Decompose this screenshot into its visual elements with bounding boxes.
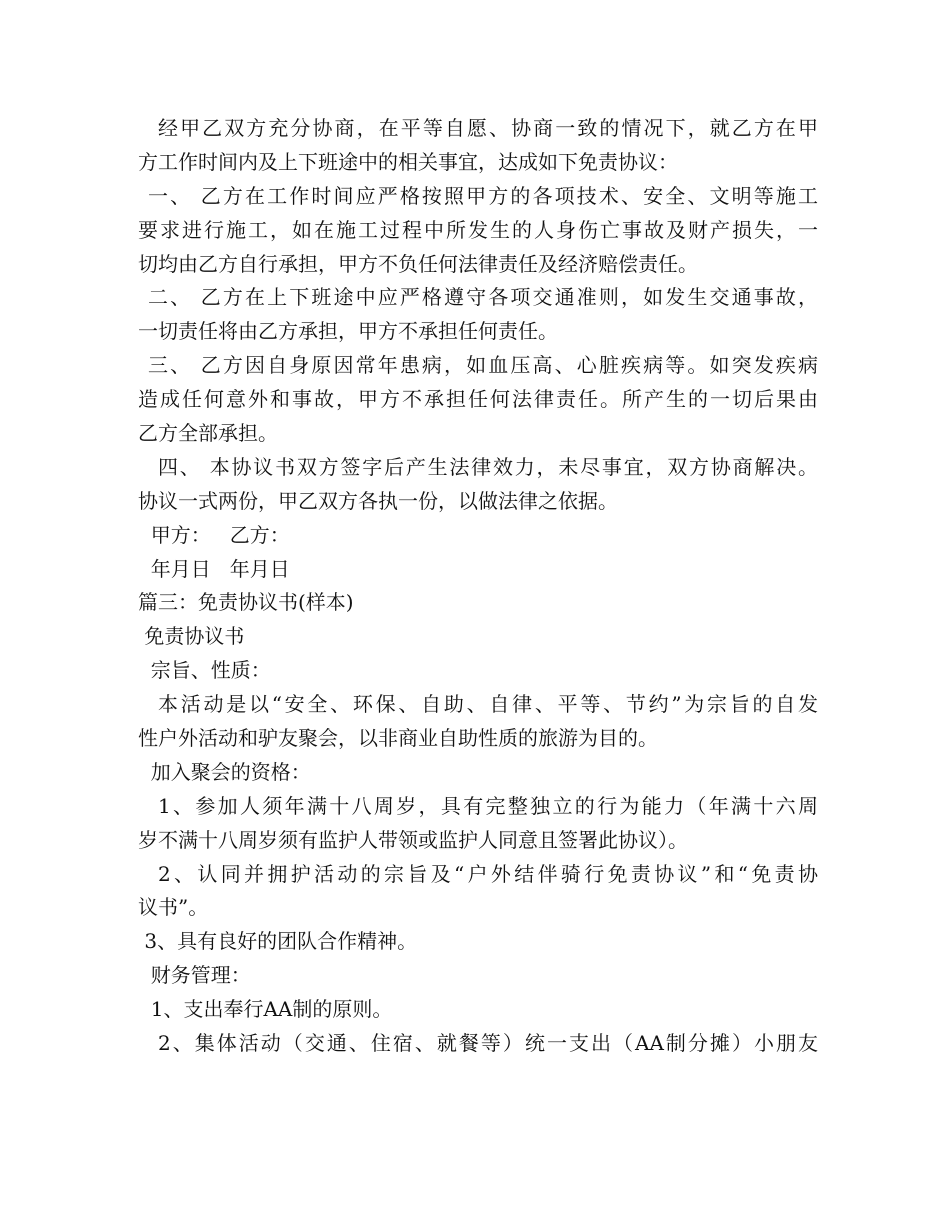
document-line: 宗旨、性质： [138, 658, 271, 683]
document-line: 财务管理： [138, 963, 251, 988]
document-line: 要求进行施工，如在施工过程中所发生的人身伤亡事故及财产损失，一 [138, 217, 818, 242]
document-line: 3、具有良好的团队合作精神。 [138, 929, 418, 954]
document-line: 加入聚会的资格： [138, 759, 311, 784]
document-line: 方工作时间内及上下班途中的相关事宜，达成如下免责协议： [138, 149, 678, 174]
document-line: 一切责任将由乙方承担，甲方不承担任何责任。 [138, 319, 558, 344]
document-line: 切均由乙方自行承担，甲方不负任何法律责任及经济赔偿责任。 [138, 251, 698, 276]
document-line: 甲方： 乙方： [138, 522, 290, 547]
document-line: 本活动是以“安全、环保、自助、自律、平等、节约”为宗旨的自发 [158, 692, 818, 717]
document-line: 造成任何意外和事故，甲方不承担任何法律责任。所产生的一切后果由 [138, 387, 818, 412]
document-line: 2、集体活动（交通、住宿、就餐等）统一支出（AA制分摊）小朋友 [158, 1031, 818, 1056]
document-line: 四、 本协议书双方签字后产生法律效力，未尽事宜，双方协商解决。 [158, 454, 818, 479]
document-line: 三、 乙方因自身原因常年患病，如血压高、心脏疾病等。如突发疾病 [148, 353, 818, 378]
document-line: 免责协议书 [138, 624, 245, 649]
document-line: 二、 乙方在上下班途中应严格遵守各项交通准则，如发生交通事故， [148, 285, 818, 310]
document-line: 篇三：免责协议书(样本) [138, 590, 354, 615]
document-line: 性户外活动和驴友聚会，以非商业自助性质的旅游为目的。 [138, 726, 658, 751]
document-line: 协议一式两份，甲乙双方各执一份，以做法律之依据。 [138, 488, 618, 513]
document-line: 1、参加人须年满十八周岁，具有完整独立的行为能力（年满十六周 [158, 793, 818, 818]
document-line: 1、支出奉行AA制的原则。 [138, 997, 393, 1022]
document-line: 年月日 年月日 [138, 556, 290, 581]
document-line: 岁不满十八周岁须有监护人带领或监护人同意且签署此协议）。 [138, 827, 688, 852]
document-line: 经甲乙双方充分协商，在平等自愿、协商一致的情况下，就乙方在甲 [158, 116, 818, 140]
document-body [138, 112, 818, 1061]
document-line: 一、 乙方在工作时间应严格按照甲方的各项技术、安全、文明等施工 [148, 183, 818, 208]
document-line: 议书”。 [138, 895, 209, 920]
document-line: 2、认同并拥护活动的宗旨及“户外结伴骑行免责协议”和“免责协 [158, 861, 818, 886]
document-line: 乙方全部承担。 [138, 421, 278, 446]
